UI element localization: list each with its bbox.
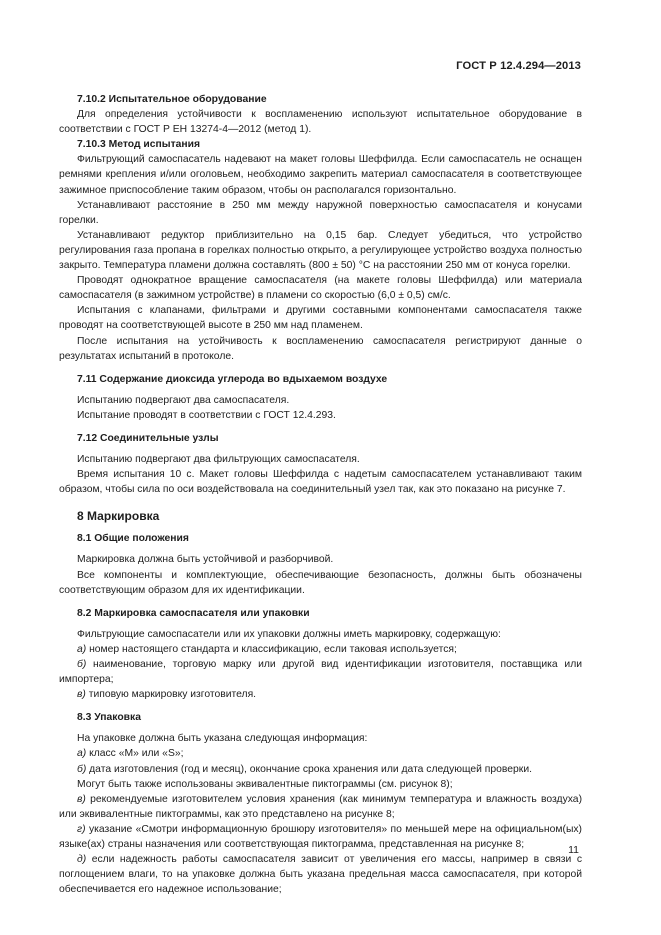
list-marker: г) xyxy=(77,823,86,835)
list-item-text: типовую маркировку изготовителя. xyxy=(88,689,257,701)
list-item xyxy=(59,642,582,657)
list-item-text: рекомендуемые изготовителем условия хранения (как минимум температура и влажность воздуха) или эквивалентные пиктограммы, как это представлено на рисунке 8; xyxy=(59,793,583,820)
list-item-text: указание «Смотри информационную брошюру изготовителя» по меньшей мере на официальном(ых) языке(ах) страны назначения или соответствующая пиктограмма, представленная на рисунке 8; xyxy=(59,823,583,851)
section-8-1-title: 8.1 Общие положения xyxy=(77,533,189,545)
list-marker: а) xyxy=(77,643,87,655)
paragraph: Испытанию подвергают два самоспасателя. xyxy=(77,394,290,406)
list-item-text: класс «М» или «S»; xyxy=(89,748,184,760)
list-item-text: номер настоящего стандарта и классификацию, если таковая используется; xyxy=(89,643,457,655)
list-marker: в) xyxy=(77,689,86,701)
paragraph: Испытание проводят в соответствии с ГОСТ 12.4.293. xyxy=(77,409,336,421)
list-marker: б) xyxy=(77,763,87,775)
list-marker: д) xyxy=(77,854,87,866)
section-8-2-title: 8.2 Маркировка самоспасателя или упаковки xyxy=(77,607,310,619)
paragraph: Проводят однократное вращение самоспасателя (на макете головы Шеффилда) или материала самоспасателя (в зажимном устройстве) в пламени со скоростью (6,0 ± 0,5) см/с. xyxy=(59,275,582,302)
section-8-3-title: 8.3 Упаковка xyxy=(77,712,141,724)
paragraph: На упаковке должна быть указана следующая информация: xyxy=(77,733,368,745)
list-item xyxy=(59,852,582,897)
list-item xyxy=(59,762,582,777)
list-item xyxy=(59,746,582,761)
standard-code-header: ГОСТ Р 12.4.294—2013 xyxy=(456,60,581,72)
section-7-10-3-title: 7.10.3 Метод испытания xyxy=(77,139,201,151)
section-7-12-title: 7.12 Соединительные узлы xyxy=(77,432,219,444)
list-item xyxy=(59,687,582,702)
paragraph: Устанавливают расстояние в 250 мм между наружной поверхностью самоспасателя и конусами горелки. xyxy=(59,199,582,226)
page-body xyxy=(59,92,582,897)
paragraph: Испытания с клапанами, фильтрами и другими составными компонентами самоспасателя также проводят на соответствующей высоте в 250 мм над пламенем. xyxy=(59,305,582,332)
list-marker: б) xyxy=(77,659,87,670)
list-marker: в) xyxy=(77,793,86,805)
section-7-11-title: 7.11 Содержание диоксида углерода во вдыхаемом воздухе xyxy=(77,373,388,385)
paragraph: После испытания на устойчивость к воспламенению самоспасателя регистрируют данные о результатах испытаний в протоколе. xyxy=(59,335,582,362)
paragraph: Время испытания 10 с. Макет головы Шеффилда с надетым самоспасателем устанавливают таким образом, чтобы сила по оси воздействовала на соединительный узел так, как это показано на рисунке 7. xyxy=(59,469,582,496)
chapter-8-title: 8 Маркировка xyxy=(77,509,160,524)
list-item-text: дата изготовления (год и месяц), окончание срока хранения или дата следующей проверки. xyxy=(89,763,532,775)
paragraph: Для определения устойчивости к воспламенению используют испытательное оборудование в соответствии с ГОСТ Р ЕН 13274-4—2012 (метод 1). xyxy=(59,109,582,136)
list-item xyxy=(59,792,582,822)
page-number: 11 xyxy=(568,844,579,856)
paragraph: Устанавливают редуктор приблизительно на 0,15 бар. Следует убедиться, что устройство регулирования газа пропана в горелках полностью открыто, а регулирующее устройство воздуха полностью закрыто. Температура пламени должна составлять (800 ± 50) °С на расстоянии 250 мм от конуса горелки. xyxy=(59,229,582,272)
paragraph: Испытанию подвергают два фильтрующих самоспасателя. xyxy=(77,454,360,466)
list-item xyxy=(59,657,582,687)
list-item-text: наименование, торговую марку или другой вид идентификации изготовителя, поставщика или импортера; xyxy=(59,659,583,686)
paragraph: Могут быть также использованы эквивалентные пиктограммы (см. рисунок 8); xyxy=(77,778,453,790)
list-item xyxy=(59,822,582,852)
section-7-10-2-title: 7.10.2 Испытательное оборудование xyxy=(77,94,267,105)
paragraph: Все компоненты и комплектующие, обеспечивающие безопасность, должны быть обозначены соответствующим образом для их идентификации. xyxy=(59,569,582,596)
paragraph: Фильтрующие самоспасатели или их упаковки должны иметь маркировку, содержащую: xyxy=(77,628,501,640)
paragraph: Фильтрующий самоспасатель надевают на макет головы Шеффилда. Если самоспасатель не оснащен ремнями крепления и/или оголовьем, необходимо закрепить материал самоспасателя в соответствующее зажимное приспособление таким образом, чтобы он располагался горизонтально. xyxy=(59,154,582,196)
list-item-text: если надежность работы самоспасателя зависит от увеличения его массы, например в связи с поглощением влаги, то на упаковке должна быть указана предельная масса самоспасателя, при которой обеспечивается его надежное использование; xyxy=(59,854,582,896)
paragraph: Маркировка должна быть устойчивой и разборчивой. xyxy=(77,554,334,566)
list-marker: а) xyxy=(77,748,87,760)
